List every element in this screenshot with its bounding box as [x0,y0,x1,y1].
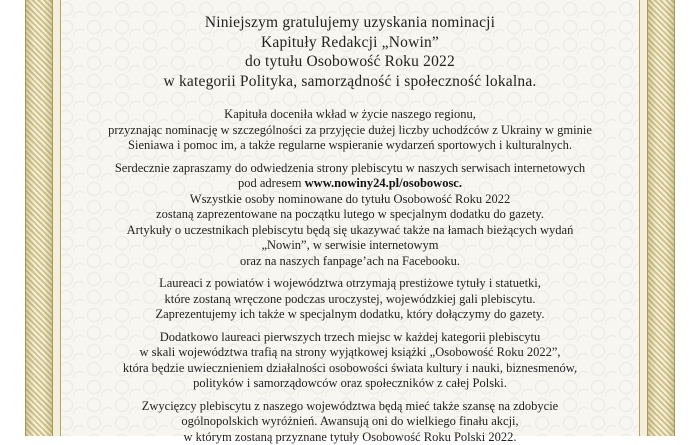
invitation-line: zostaną zaprezentowane na początku lutego w specjalnym dodatku do gazety. [64,207,636,223]
right-page-margin [675,0,700,436]
header-line-congratulations: Niniejszym gratulujemy uzyskania nominacji [64,13,636,33]
header-line-title: do tytułu Osobowość Roku 2022 [64,52,636,72]
paragraph-book [64,330,636,392]
right-guilloche-border [647,0,675,436]
laureates-line: Laureaci z powiatów i województwa otrzymają prestiżowe tytuły i statuetki, [64,276,636,292]
invitation-line: „Nowin”, w serwisie internetowym [64,238,636,254]
left-inner-rule [60,0,61,436]
left-page-margin [0,0,25,436]
left-inner-gap [53,0,60,436]
finale-line: Zwycięzcy plebiscytu z naszego województwa będą mieć także szansę na zdobycie [64,399,636,415]
invitation-line: oraz na naszych fanpage’ach na Facebooku. [64,254,636,270]
laureates-line: które zostaną wręczone podczas uroczystej, wojewódzkiej gali plebiscytu. [64,292,636,308]
book-line: w skali województwa trafią na strony wyjątkowej książki „Osobowość Roku 2022”, [64,345,636,361]
appreciation-line: Sieniawa i pomoc im, a także regularne wspieranie wydarzeń sportowych i kulturalnych. [64,138,636,154]
book-line: polityków i samorządowców oraz społeczników z całej Polski. [64,376,636,392]
invitation-address-line [64,176,636,192]
paragraph-appreciation [64,107,636,154]
paragraph-laureates [64,276,636,323]
invitation-line: Serdecznie zapraszamy do odwiedzenia strony plebiscytu w naszych serwisach internetowych [64,161,636,177]
right-inner-rule [639,0,640,436]
invitation-line: Wszystkie osoby nominowane do tytułu Osobowość Roku 2022 [64,192,636,208]
left-guilloche-border [25,0,53,436]
appreciation-line: przyznając nominację w szczególności za przyjęcie dużej liczby uchodźców z Ukrainy w gminie [64,123,636,139]
paragraph-invitation [64,161,636,270]
book-line: która będzie uwiecznieniem działalności osobowości świata kultury i nauki, biznesmenów, [64,361,636,377]
appreciation-line: Kapituła doceniła wkład w życie naszego regionu, [64,107,636,123]
certificate-content [64,0,636,436]
header-line-chapter: Kapituły Redakcji „Nowin” [64,33,636,53]
address-prefix: pod adresem [238,176,305,190]
right-inner-gap [640,0,647,436]
plebiscite-url: www.nowiny24.pl/osobowosc. [305,176,462,190]
header-line-category: w kategorii Polityka, samorządność i społeczność lokalna. [64,72,636,92]
book-line: Dodatkowo laureaci pierwszych trzech miejsc w każdej kategorii plebiscytu [64,330,636,346]
finale-line: w którym zostaną przyznane tytuły Osobowość Roku Polski 2022. [64,430,636,445]
nomination-header [64,0,636,91]
finale-line: ogólnopolskich wyróżnień. Awansują oni do wielkiego finału akcji, [64,414,636,430]
invitation-line: Artykuły o uczestnikach plebiscytu będą się ukazywać także na łamach bieżących wydań [64,223,636,239]
paragraph-finale [64,399,636,445]
laureates-line: Zaprezentujemy ich także w specjalnym dodatku, który dołączymy do gazety. [64,307,636,323]
